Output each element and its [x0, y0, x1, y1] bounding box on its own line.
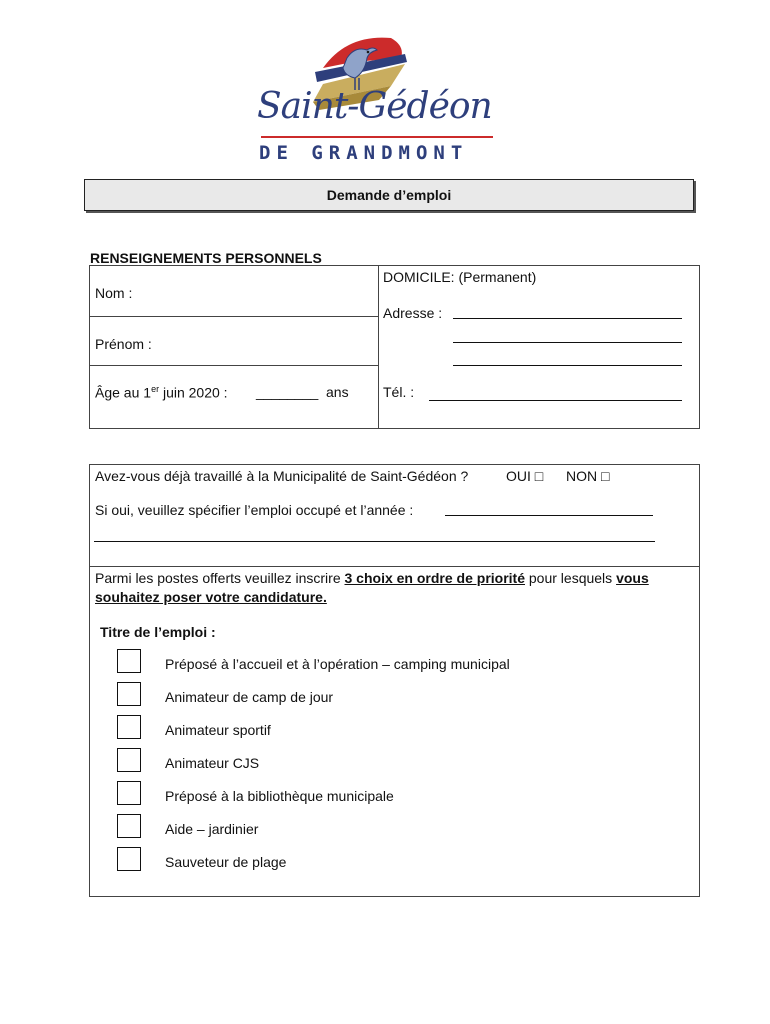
job-checkbox[interactable] [117, 781, 141, 805]
job-option-label: Sauveteur de plage [165, 854, 287, 870]
job-checkbox[interactable] [117, 649, 141, 673]
job-option-label: Animateur sportif [165, 722, 271, 738]
prenom-label: Prénom : [95, 336, 152, 352]
oui-checkbox-icon[interactable]: □ [534, 468, 544, 484]
logo-rule [261, 136, 493, 138]
adresse-label: Adresse : [383, 305, 443, 321]
specify-line-2[interactable] [94, 541, 655, 542]
worked-question: Avez-vous déjà travaillé à la Municipalité de Saint-Gédéon ? [95, 468, 469, 484]
job-option-label: Préposé à la bibliothèque municipale [165, 788, 394, 804]
job-option-label: Aide – jardinier [165, 821, 259, 837]
job-checkbox[interactable] [117, 814, 141, 838]
job-title-label: Titre de l’emploi : [100, 624, 216, 640]
personal-info-table [89, 265, 700, 429]
tel-line[interactable] [429, 400, 682, 401]
non-checkbox-icon[interactable]: □ [601, 468, 610, 484]
column-divider [378, 265, 379, 429]
job-checkbox[interactable] [117, 682, 141, 706]
row-divider [89, 316, 378, 317]
section-heading-personal: RENSEIGNEMENTS PERSONNELS [90, 250, 322, 266]
choices-intro-line1: Parmi les postes offerts veuillez inscrire 3 choix en ordre de priorité pour lesquels vous [95, 570, 649, 586]
non-option[interactable]: NON □ [566, 468, 610, 484]
job-checkbox[interactable] [117, 847, 141, 871]
age-unit: ans [326, 384, 349, 400]
adresse-line-2[interactable] [453, 342, 682, 343]
logo-subtitle: DE GRANDMONT [259, 142, 469, 164]
job-option-label: Préposé à l’accueil et à l’opération – camping municipal [165, 656, 510, 672]
adresse-line-3[interactable] [453, 365, 682, 366]
specify-line-1[interactable] [445, 515, 653, 516]
adresse-line-1[interactable] [453, 318, 682, 319]
job-checkbox[interactable] [117, 715, 141, 739]
choices-intro-line2: souhaitez poser votre candidature. [95, 589, 327, 605]
row-divider [89, 566, 700, 567]
tel-label: Tél. : [383, 384, 415, 400]
oui-option[interactable]: OUI □ [506, 468, 544, 484]
job-option-label: Animateur CJS [165, 755, 260, 771]
specify-label: Si oui, veuillez spécifier l’emploi occupé et l’année : [95, 502, 414, 518]
age-blank[interactable]: ________ [256, 384, 319, 400]
row-divider [89, 365, 378, 366]
age-label: Âge au 1er juin 2020 : [95, 384, 228, 401]
job-checkbox[interactable] [117, 748, 141, 772]
nom-label: Nom : [95, 285, 133, 301]
municipality-logo [255, 28, 505, 168]
domicile-label: DOMICILE: (Permanent) [383, 269, 537, 285]
logo-wordmark: Saint-Gédéon [257, 86, 492, 127]
job-option-label: Animateur de camp de jour [165, 689, 334, 705]
form-title: Demande d’emploi [84, 179, 694, 211]
